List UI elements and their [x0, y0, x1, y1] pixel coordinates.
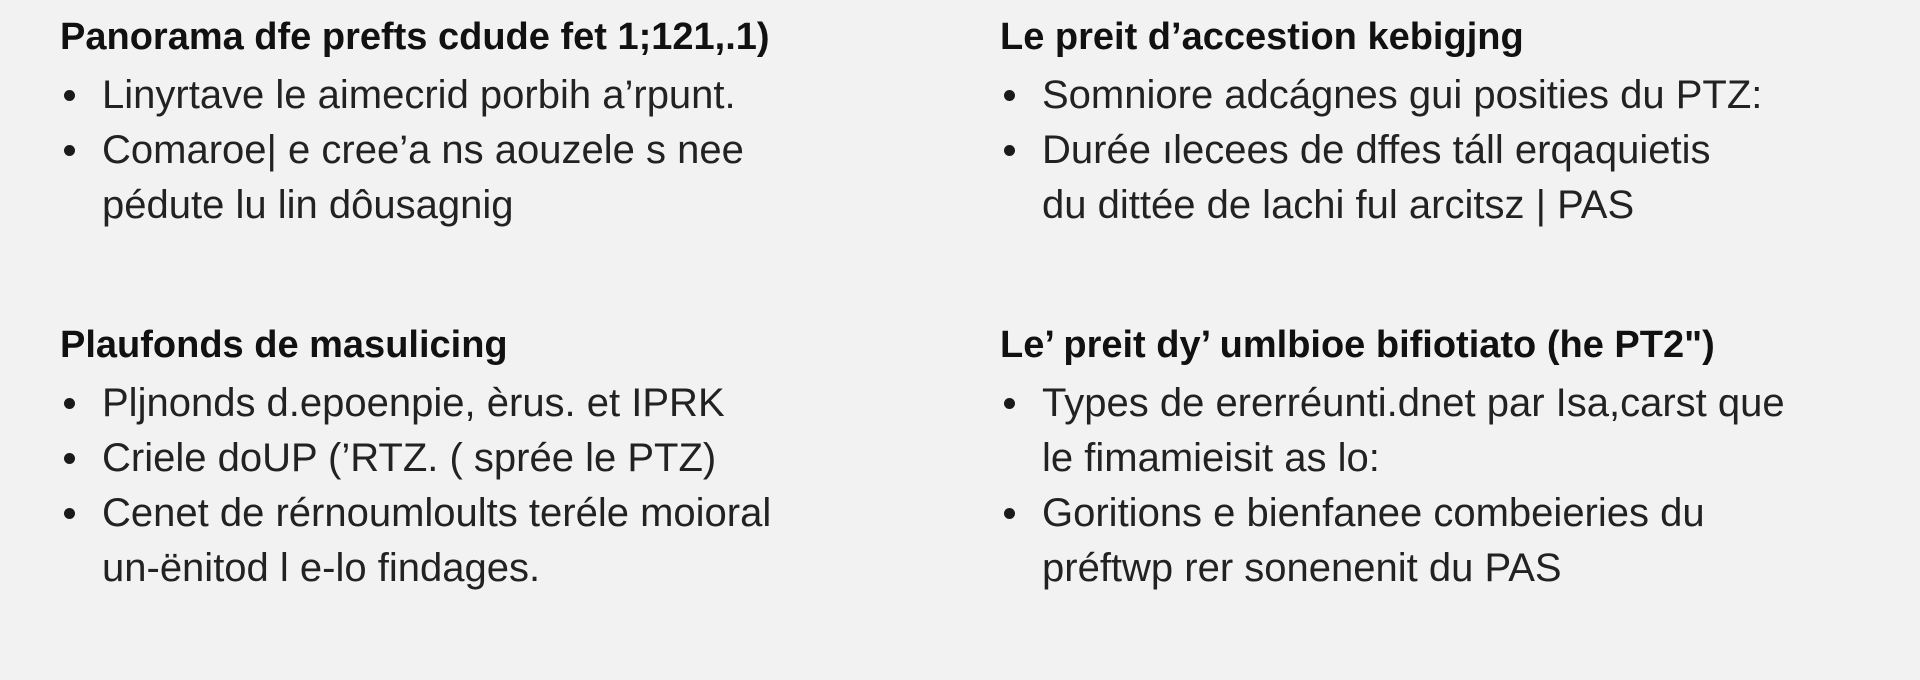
bullet-text: Goritions e bienfanee combeieries du: [1042, 491, 1705, 535]
bullet-text-continued: du dittée de lachi ful arcitsz | PAS: [1042, 183, 1635, 227]
bullet-dot-icon: [1004, 145, 1015, 156]
section-heading: Le’ preit dy’ umlbioe bifiotiato (he PT2"): [1000, 324, 1715, 366]
section-heading: Panorama dfe prefts cdude fet 1;121,.1): [60, 16, 770, 58]
bullet-text-continued: préftwp rer sonenenit du PAS: [1042, 546, 1562, 590]
section-top-right: [1000, 12, 1880, 233]
bullet-text: Pljnonds d.epoenpie, èrus. et IPRK: [102, 381, 725, 425]
bullet-text-continued: un-ënitod l e-lo findages.: [102, 546, 541, 590]
bullet-text: Durée ılecees de dffes táll erqaquietis: [1042, 128, 1711, 172]
bullet-item: [60, 376, 940, 431]
bullet-item: [60, 123, 940, 233]
bullet-item: [1000, 376, 1880, 486]
bullet-item: [1000, 123, 1880, 233]
section-heading: Le preit d’accestion kebigjng: [1000, 16, 1524, 58]
bullet-list: [1000, 376, 1880, 596]
bullet-item: [1000, 486, 1880, 596]
bullet-text: Comaroe| e cree’a ns aouzele s nee: [102, 128, 744, 172]
bullet-item: [60, 68, 940, 123]
bullet-dot-icon: [64, 398, 75, 409]
bullet-item: [60, 486, 940, 596]
section-bottom-right: [1000, 320, 1880, 596]
section-heading: Plaufonds de masulicing: [60, 324, 508, 366]
bullet-dot-icon: [1004, 398, 1015, 409]
bullet-item: [1000, 68, 1880, 123]
bullet-dot-icon: [64, 145, 75, 156]
bullet-dot-icon: [64, 508, 75, 519]
bullet-list: [60, 68, 940, 233]
bullet-text: Somniore adcágnes gui posities du PTZ:: [1042, 73, 1763, 117]
bullet-text-continued: pédute lu lin dôusagnig: [102, 183, 514, 227]
bullet-text: Criele doUP (’RTZ. ( sprée le PTZ): [102, 436, 717, 480]
bullet-dot-icon: [1004, 508, 1015, 519]
bullet-dot-icon: [64, 453, 75, 464]
bullet-text: Linyrtave le aimecrid porbih a’rpunt.: [102, 73, 736, 117]
bullet-dot-icon: [64, 90, 75, 101]
bullet-text: Cenet de rérnoumloults teréle moioral: [102, 491, 772, 535]
bullet-dot-icon: [1004, 90, 1015, 101]
section-bottom-left: [60, 320, 940, 596]
bullet-item: [60, 431, 940, 486]
bullet-list: [1000, 68, 1880, 233]
bullet-list: [60, 376, 940, 596]
bullet-text: Types de ererréunti.dnet par Isa,carst que: [1042, 381, 1785, 425]
section-top-left: [60, 12, 940, 233]
bullet-text-continued: le fimamieisit as lo:: [1042, 436, 1380, 480]
